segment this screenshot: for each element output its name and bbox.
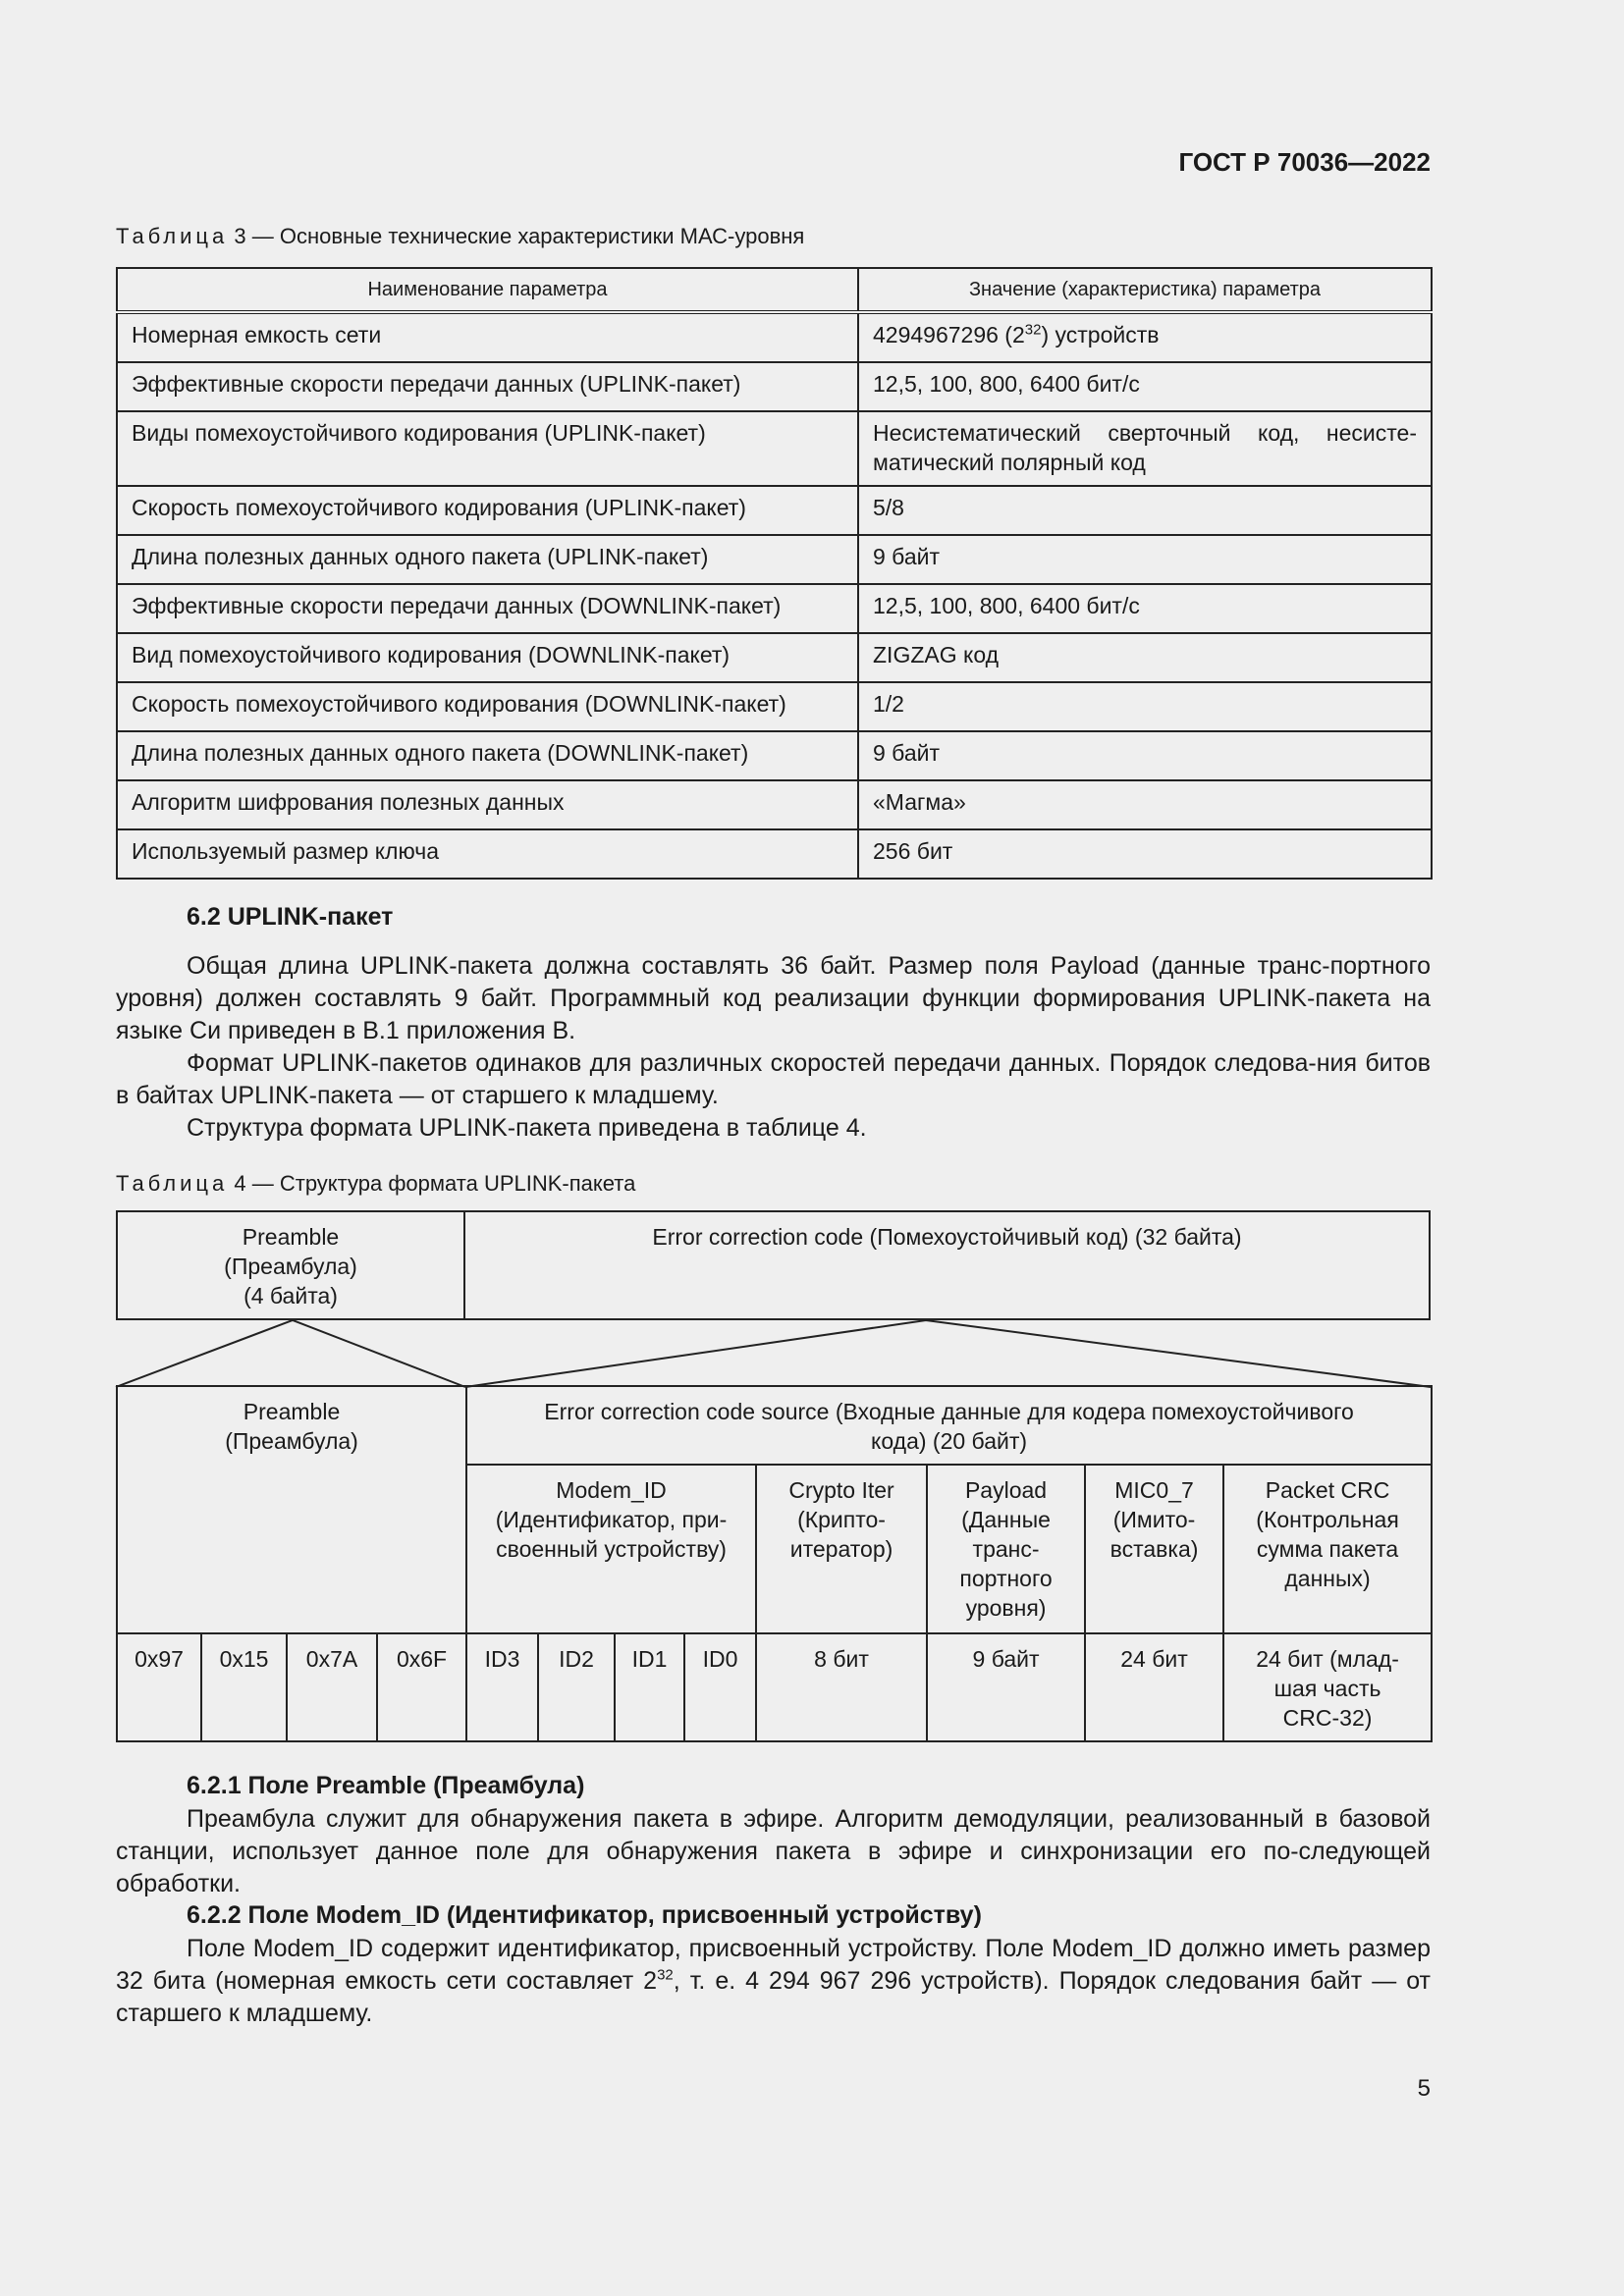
param-name: Скорость помехоустойчивого кодирования (DOWNLINK-пакет) (117, 682, 858, 731)
section-6-2-2-heading: 6.2.2 Поле Modem_ID (Идентификатор, присвоенный устройству) (187, 1901, 982, 1929)
paragraph: Поле Modem_ID содержит идентификатор, присвоенный устройству. Поле Modem_ID должно иметь размер 32 бита (номерная емкость сети составляет $2^{32}$, т. е. 4 294 967 296 устройств). Порядок следования байт — от старшего к младшему. (116, 1935, 1432, 2027)
table-row (117, 1633, 1432, 1741)
cell-line: 24 бит (млад- (1256, 1646, 1399, 1672)
cell-line: Preamble (242, 1224, 340, 1250)
value-cell: 9 байт (927, 1633, 1085, 1741)
param-name: Виды помехоустойчивого кодирования (UPLINK-пакет) (117, 411, 858, 486)
cell-line: шая часть (1273, 1676, 1381, 1701)
table3-col-header: Наименование параметра (117, 268, 858, 312)
cell-line: (Преамбула) (224, 1254, 357, 1279)
value-cell: 8 бит (756, 1633, 927, 1741)
paragraph: Преамбула служит для обнаружения пакета в эфире. Алгоритм демодуляции, реализованный в базовой станции, использует данное поле для обнаружения пакета в эфире и синхронизации его по-следующей обработки. (116, 1805, 1431, 1897)
cell-line: вставка) (1110, 1536, 1199, 1562)
param-value: ZIGZAG код (858, 633, 1432, 682)
cell-line: Crypto Iter (788, 1477, 894, 1503)
param-value: 12,5, 100, 800, 6400 бит/с (858, 362, 1432, 411)
section-6-2-1-body (116, 1803, 1431, 1900)
value-cell: ID1 (615, 1633, 684, 1741)
section-6-2-heading: 6.2 UPLINK-пакет (187, 903, 394, 931)
cell-line: уровня) (965, 1595, 1047, 1621)
value-cell: ID0 (684, 1633, 756, 1741)
param-value: 9 байт (858, 731, 1432, 780)
param-value: 12,5, 100, 800, 6400 бит/с (858, 584, 1432, 633)
cell-line: данных) (1284, 1566, 1371, 1591)
cell-line: MIC0_7 (1114, 1477, 1194, 1503)
cell-line: Preamble (243, 1399, 341, 1424)
crypto-iter-cell (756, 1465, 927, 1633)
value-cell: 0x15 (201, 1633, 287, 1741)
table4 (116, 1385, 1433, 1742)
param-value: 9 байт (858, 535, 1432, 584)
table4-caption-text: 4 — Структура формата UPLINK-пакета (234, 1171, 636, 1196)
ecc-source-cell (466, 1386, 1432, 1465)
param-name: Длина полезных данных одного пакета (DOWNLINK-пакет) (117, 731, 858, 780)
paragraph: Структура формата UPLINK-пакета приведена в таблице 4. (187, 1114, 867, 1142)
cell-line: (Имито- (1112, 1507, 1196, 1532)
param-value: 1/2 (858, 682, 1432, 731)
param-name: Эффективные скорости передачи данных (UPLINK-пакет) (117, 362, 858, 411)
table4-caption-word: Таблица (116, 1171, 229, 1196)
section-6-2-1-heading: 6.2.1 Поле Preamble (Преамбула) (187, 1772, 585, 1799)
value-cell: 24 бит (1085, 1633, 1223, 1741)
payload-cell (927, 1465, 1085, 1633)
cell-line: (Контрольная (1256, 1507, 1399, 1532)
param-name: Скорость помехоустойчивого кодирования (UPLINK-пакет) (117, 486, 858, 535)
cell-line: (Крипто- (797, 1507, 886, 1532)
cell-line: транс- (972, 1536, 1040, 1562)
cell-line: сумма пакета (1256, 1536, 1399, 1562)
preamble-cell (117, 1386, 466, 1633)
packet-crc-cell (1223, 1465, 1432, 1633)
param-value: 4294967296 $(2^{32})$ устройств (858, 312, 1432, 362)
paragraph: Формат UPLINK-пакетов одинаков для различных скоростей передачи данных. Порядок следова-ния битов в байтах UPLINK-пакета — от старшего к младшему. (116, 1049, 1431, 1109)
cell-line: (Преамбула) (225, 1428, 358, 1454)
cell-line: (Идентификатор, при- (495, 1507, 728, 1532)
table3-col-header: Значение (характеристика) параметра (858, 268, 1432, 312)
mic-cell (1085, 1465, 1223, 1633)
cell-line: портного (959, 1566, 1053, 1591)
page-number: 5 (1417, 2075, 1431, 2102)
value-cell: 0x97 (117, 1633, 201, 1741)
cell-line: итератор) (789, 1536, 893, 1562)
cell-line: своенный устройству) (496, 1536, 727, 1562)
cell-line: (4 байта) (244, 1283, 338, 1308)
param-value: «Магма» (858, 780, 1432, 829)
document-id: ГОСТ Р 70036—2022 (1178, 147, 1431, 177)
param-value: 5/8 (858, 486, 1432, 535)
table-row (117, 1386, 1432, 1465)
cell-line: Error correction code source (Входные данные для кодера помехоустойчивого (544, 1399, 1354, 1424)
cell-line: Error correction code (Помехоустойчивый код) (32 байта) (652, 1224, 1242, 1250)
cell-line: CRC-32) (1282, 1705, 1373, 1731)
param-value: Несистематический сверточный код, несисте-матический полярный код (858, 411, 1432, 486)
param-name: Номерная емкость сети (117, 312, 858, 362)
param-name: Длина полезных данных одного пакета (UPLINK-пакет) (117, 535, 858, 584)
paragraph: Общая длина UPLINK-пакета должна составлять 36 байт. Размер поля Payload (данные транс-портного уровня) должен составлять 9 байт. Программный код реализации функции формирования UPLINK-пакета на языке Си приведен в В.1 приложения В. (116, 952, 1431, 1044)
value-cell: ID3 (466, 1633, 538, 1741)
table3-caption-word: Таблица (116, 224, 229, 248)
param-name: Эффективные скорости передачи данных (DOWNLINK-пакет) (117, 584, 858, 633)
value-cell: ID2 (538, 1633, 615, 1741)
param-name: Вид помехоустойчивого кодирования (DOWNLINK-пакет) (117, 633, 858, 682)
section-6-2-2-body (116, 1933, 1431, 2030)
param-value: 256 бит (858, 829, 1432, 879)
cell-line: кода) (20 байт) (871, 1428, 1028, 1454)
value-cell: 0x7A (287, 1633, 377, 1741)
modem-id-cell (466, 1465, 756, 1633)
cell-line: Modem_ID (556, 1477, 667, 1503)
param-name: Алгоритм шифрования полезных данных (117, 780, 858, 829)
cell-line: Payload (964, 1477, 1048, 1503)
crc-value-cell (1223, 1633, 1432, 1741)
param-name: Используемый размер ключа (117, 829, 858, 879)
table3-caption-text: 3 — Основные технические характеристики МАС-уровня (234, 224, 805, 248)
value-cell: 0x6F (377, 1633, 466, 1741)
cell-line: Packet CRC (1265, 1477, 1390, 1503)
cell-line: (Данные (961, 1507, 1051, 1532)
